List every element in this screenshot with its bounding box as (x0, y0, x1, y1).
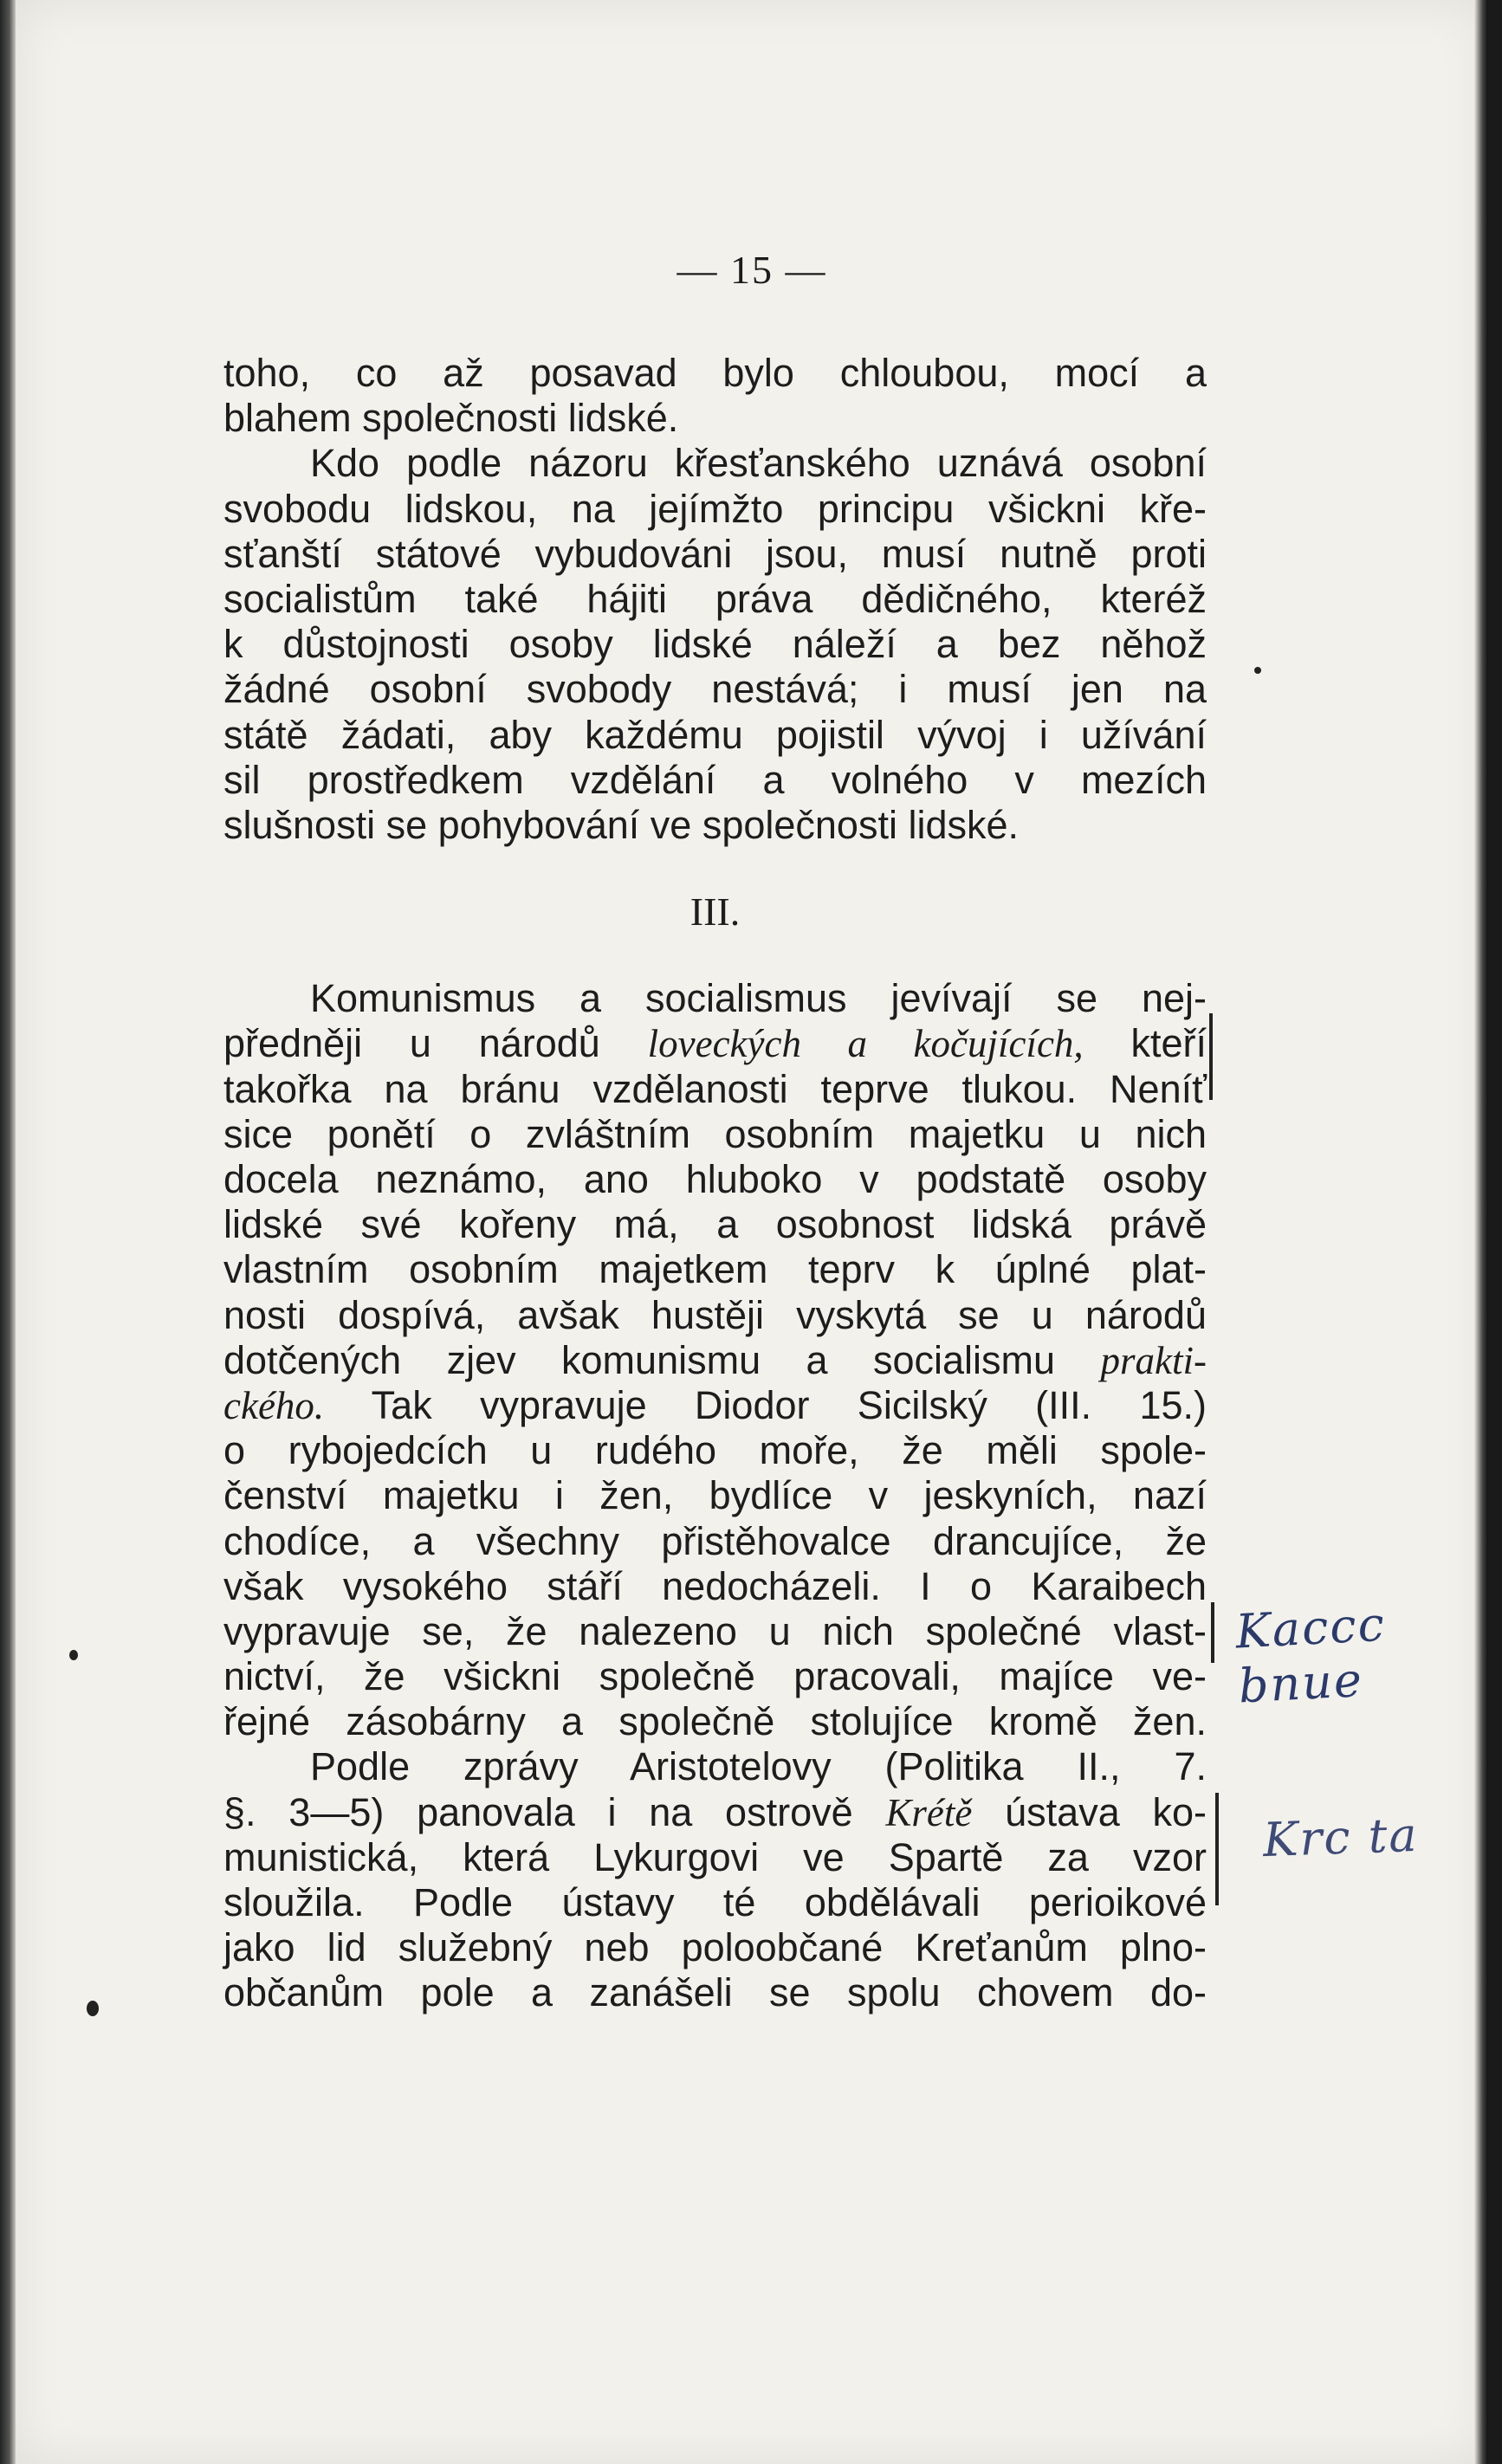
text-line (223, 1383, 1207, 1428)
text-segment: ústava ko- (972, 1789, 1207, 1834)
text-line (223, 1338, 1207, 1383)
text-line: však vysokého stáří nedocházeli. I o Karaibech (223, 1563, 1207, 1608)
text-line: toho, co až posavad bylo chloubou, mocí a (223, 351, 1207, 395)
text-line: jako lid služebný neb poloobčané Kreťanům plno- (223, 1925, 1207, 1970)
text-line: žádné osobní svobody nestává; i musí jen na (223, 667, 1207, 712)
text-segment: dotčených zjev komunismu a socialismu (223, 1337, 1101, 1382)
text-line: munistická, která Lykurgovi ve Spartě za vzor (223, 1834, 1207, 1879)
text-line: nosti dospívá, avšak hustěji vyskytá se u národů (223, 1292, 1207, 1337)
text-line: svobodu lidskou, na jejímžto principu všickni kře- (223, 486, 1207, 531)
text-line: sice ponětí o zvláštním osobním majetku u nich (223, 1111, 1207, 1156)
text-segment: Tak vypravuje Diodor Sicilský (III. 15.) (324, 1382, 1207, 1427)
text-line (223, 1021, 1207, 1066)
text-line: socialistům také hájiti práva dědičného, kteréž (223, 576, 1207, 621)
text-line: docela neznámo, ano hluboko v podstatě osoby (223, 1157, 1207, 1201)
text-line: Kdo podle názoru křesťanského uznává osobní (310, 441, 1207, 486)
text-line: vlastním osobním majetkem teprv k úplné plat- (223, 1247, 1207, 1292)
book-spine-shadow (0, 0, 16, 2464)
text-line: chodíce, a všechny přistěhovalce drancujíce, že (223, 1518, 1207, 1563)
margin-bracket (1209, 1013, 1213, 1100)
text-line: vypravuje se, že nalezeno u nich společné vlast- (223, 1608, 1207, 1653)
text-line (223, 1790, 1207, 1835)
text-line: čenství majetku i žen, bydlíce v jeskyních, nazí (223, 1473, 1207, 1518)
italic-text: ckého. (223, 1383, 325, 1427)
text-line: lidské své kořeny má, a osobnost lidská právě (223, 1202, 1207, 1247)
italic-text: prakti- (1100, 1338, 1207, 1382)
italic-text: loveckých a kočujících, (647, 1022, 1084, 1066)
text-line: sťanští státové vybudováni jsou, musí nutně proti (223, 531, 1207, 576)
text-line: sil prostředkem vzdělání a volného v mezích (223, 757, 1207, 802)
page-number: — 15 — (677, 248, 827, 292)
text-segment: předněji u národů (223, 1021, 648, 1066)
text-line: nictví, že všickni společně pracovali, majíce ve- (223, 1654, 1207, 1699)
section-heading: III. (689, 889, 741, 935)
handwritten-margin-note: Kaccc bnue (1233, 1596, 1388, 1714)
handwritten-margin-note: Krc ta (1261, 1807, 1420, 1868)
ink-speck (1254, 667, 1261, 674)
text-segment: §. 3—5) panovala i na ostrově (223, 1789, 886, 1834)
text-line: občanům pole a zanášeli se spolu chovem do- (223, 1970, 1207, 2015)
body-text (223, 351, 1207, 2016)
italic-text: Krétě (885, 1790, 973, 1834)
margin-bracket (1211, 1602, 1214, 1663)
ink-speck (87, 2001, 99, 2016)
text-segment: kteří (1083, 1021, 1207, 1066)
text-line: blahem společnosti lidské. (223, 396, 679, 441)
margin-bracket (1215, 1793, 1219, 1905)
text-line: sloužila. Podle ústavy té obdělávali perioikové (223, 1880, 1207, 1924)
text-line: státě žádati, aby každému pojistil vývoj i užívání (223, 712, 1207, 757)
book-page (16, 0, 1488, 2464)
text-line: Podle zprávy Aristotelovy (Politika II., 7. (310, 1744, 1207, 1789)
text-line: o rybojedcích u rudého moře, že měli spole- (223, 1428, 1207, 1473)
text-line: takořka na bránu vzdělanosti teprve tlukou. Neníť (223, 1066, 1207, 1111)
text-line: Komunismus a socialismus jevívají se nej- (310, 976, 1207, 1021)
page-edge-shadow (1474, 0, 1488, 2464)
ink-speck (69, 1650, 78, 1660)
text-line: slušnosti se pohybování ve společnosti lidské. (223, 802, 1020, 847)
text-line: řejné zásobárny a společně stolujíce kromě žen. (223, 1699, 1207, 1744)
text-line: k důstojnosti osoby lidské náleží a bez něhož (223, 622, 1207, 667)
